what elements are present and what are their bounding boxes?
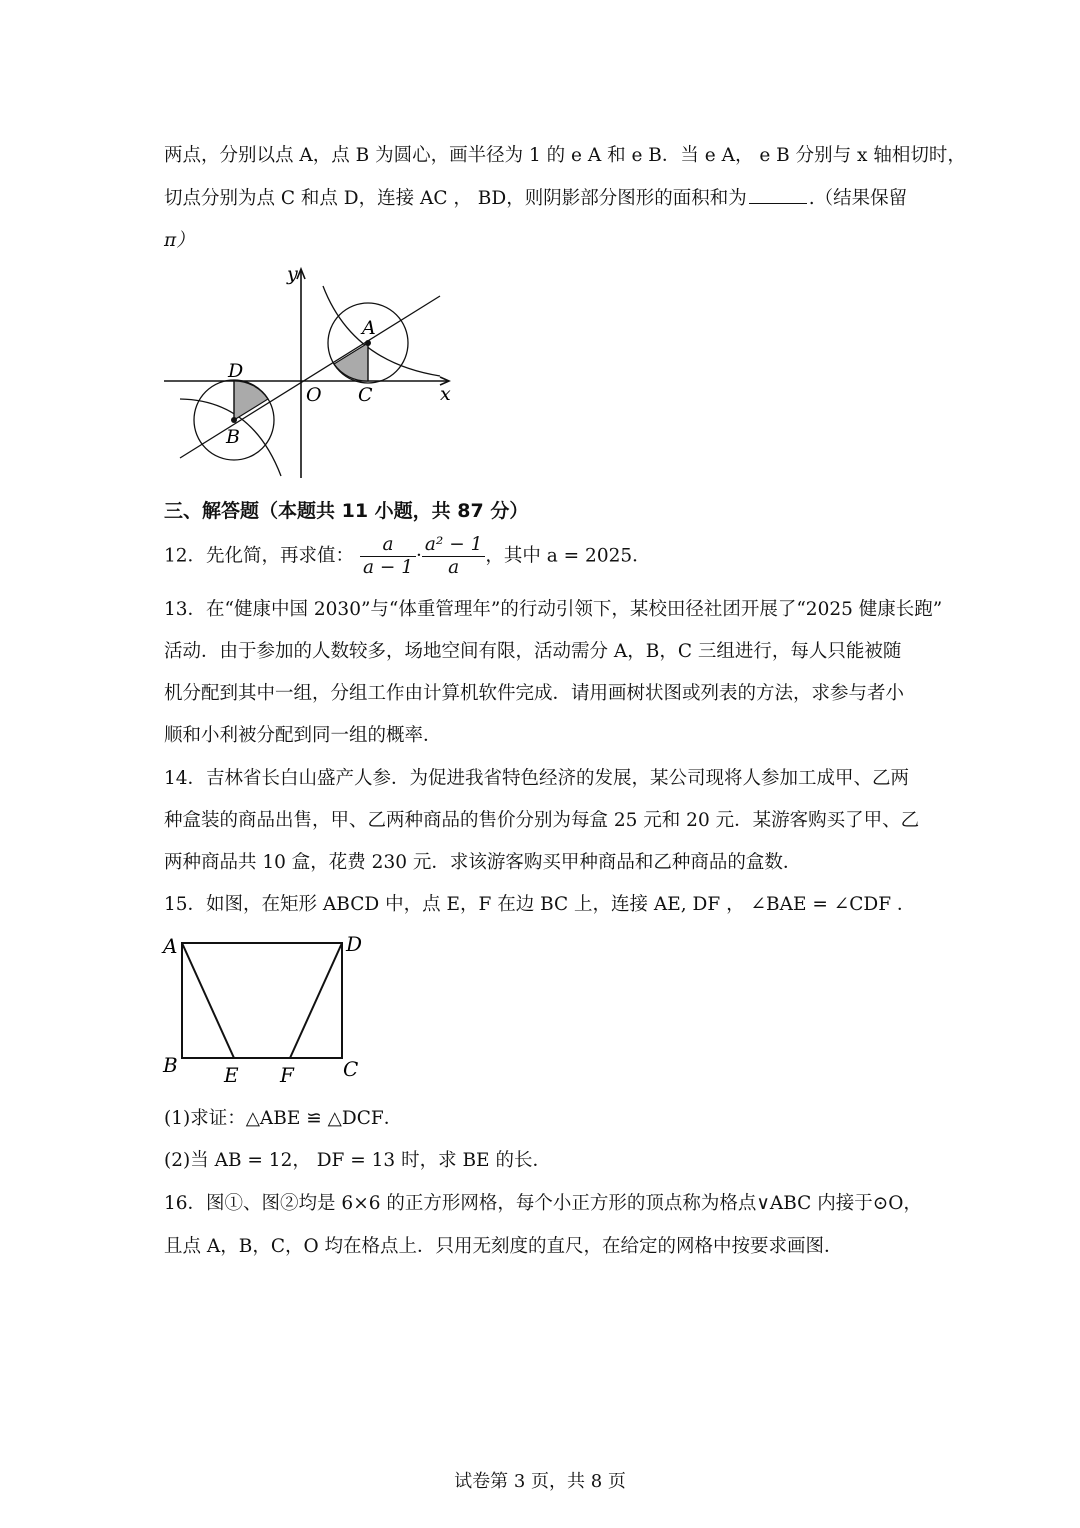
q11-text-line3: π） (164, 230, 195, 251)
rect-label-D: D (346, 932, 363, 956)
label-O: O (306, 384, 322, 406)
q15-part2: (2)当 AB = 12， DF = 13 时，求 BE 的长． (164, 1150, 551, 1171)
q12-frac1-den: a − 1 (362, 557, 413, 579)
q15-part1: (1)求证：△ABE ≌ △DCF． (164, 1108, 403, 1129)
label-B: B (226, 426, 240, 448)
q16-line2: 且点 A，B，C，O 均在格点上．只用无刻度的直尺，在给定的网格中按要求画图． (164, 1236, 843, 1257)
q11-text-line2 (164, 184, 907, 210)
q15-line1: 15．如图，在矩形 ABCD 中，点 E，F 在边 BC 上，连接 AE, DF ， ∠BAE = ∠CDF ． (164, 894, 916, 915)
q12-prefix: 12．先化简，再求值： (164, 545, 355, 567)
q13-line1: 13．在“健康中国 2030”与“体重管理年”的行动引领下，某校田径社团开展了“2025 健康长跑” (164, 599, 943, 620)
q13-line4: 顺和小利被分配到同一组的概率． (164, 725, 442, 746)
q14-line2: 种盒装的商品出售，甲、乙两种商品的售价分别为每盒 25 元和 20 元．某游客购买了甲、乙 (164, 810, 920, 831)
rect-label-F: F (280, 1063, 294, 1087)
q12-frac2-num: a² − 1 (422, 534, 485, 557)
q12-text (164, 534, 651, 579)
label-y: y (287, 263, 298, 285)
q12-suffix: ，其中 a = 2025． (485, 545, 651, 567)
label-x: x (440, 383, 451, 405)
rect-label-E: E (224, 1063, 239, 1087)
label-C: C (358, 384, 373, 406)
q11-text-line2b: .（结果保留 (808, 188, 908, 209)
rect-label-C: C (343, 1057, 359, 1081)
page-footer: 试卷第 3 页，共 8 页 (454, 1471, 626, 1492)
q12-fraction-1 (360, 534, 416, 579)
q12-fraction-2 (422, 534, 485, 579)
q15-rectangle-figure (160, 928, 370, 1088)
q14-line3: 两种商品共 10 盒，花费 230 元．求该游客购买甲种商品和乙种商品的盒数． (164, 852, 802, 873)
label-D: D (228, 360, 244, 382)
label-A: A (362, 317, 376, 339)
answer-blank (749, 189, 807, 204)
rect-label-B: B (163, 1053, 178, 1077)
q11-text-line1: 两点，分别以点 A，点 B 为圆心，画半径为 1 的 e A 和 e B．当 e A， e B 分别与 x 轴相切时， (164, 145, 966, 166)
q12-frac2-den: a (448, 557, 460, 579)
q12-frac1-num: a (360, 534, 416, 557)
q13-line2: 活动．由于参加的人数较多，场地空间有限，活动需分 A，B，C 三组进行，每人只能被随 (164, 641, 902, 662)
q13-line3: 机分配到其中一组，分组工作由计算机软件完成．请用画树状图或列表的方法，求参与者小 (164, 683, 905, 704)
q14-line1: 14．吉林省长白山盛产人参．为促进我省特色经济的发展，某公司现将人参加工成甲、乙两 (164, 768, 910, 789)
q11-coordinate-figure (160, 262, 460, 484)
q11-text-line2a: 切点分别为点 C 和点 D，连接 AC ， BD，则阴影部分图形的面积和为 (164, 188, 747, 209)
q12-dot: · (416, 545, 422, 567)
q16-line1: 16．图①、图②均是 6×6 的正方形网格，每个小正方形的顶点称为格点∨ABC 内接于⊙O， (164, 1193, 922, 1214)
section-title: 三、解答题（本题共 11 小题，共 87 分） (164, 500, 529, 522)
rect-label-A: A (163, 934, 178, 958)
